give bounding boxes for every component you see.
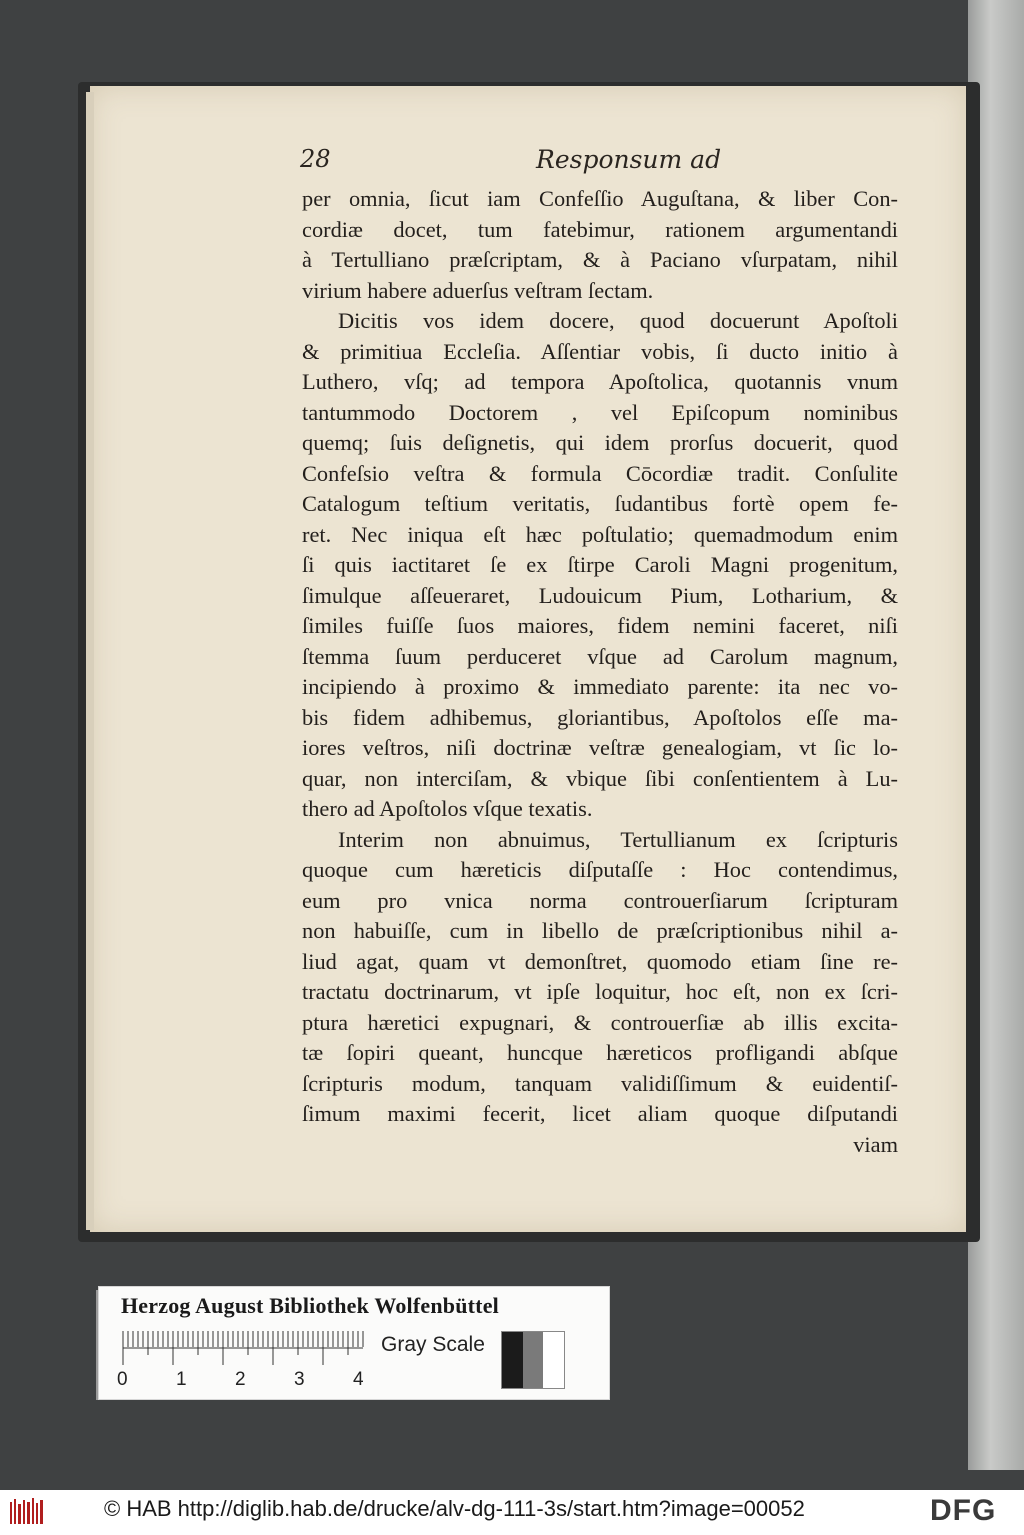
page-header [300, 145, 900, 185]
text-line: tractatu doctrinarum, vt ipſe loquitur, hoc eſt, non ex ſcri- [302, 979, 898, 1004]
text-line: non habuiſſe, cum in libello de præſcriptionibus nihil a- [302, 918, 898, 943]
footer-copyright-link[interactable]: © HAB http://diglib.hab.de/drucke/alv-dg-111-3s/start.htm?image=00052 [104, 1496, 805, 1521]
text-line: cordiæ docet, tum fatebimur, rationem argumentandi [302, 216, 898, 242]
text-line: Luthero, vſq; ad tempora Apoſtolica, quotannis vnum [302, 369, 898, 394]
page-body-text [302, 184, 898, 1160]
text-line: ret. Nec iniqua eſt hæc poſtulatio; quemadmodum enim [302, 521, 898, 547]
dfg-logo: DFG [930, 1494, 997, 1527]
gray-scale-swatch [501, 1331, 565, 1389]
ruler-number: 3 [294, 1369, 305, 1390]
text-line: ſimum maximi fecerit, licet aliam quoque diſputandi [302, 1101, 898, 1126]
ruler-ticks [121, 1331, 371, 1367]
text-line: & primitiua Eccleſia. Aſſentiar vobis, ſi ducto initio à [302, 338, 898, 364]
text-line: eum pro vnica norma controuerſiarum ſcripturam [302, 887, 898, 913]
text-line: thero ad Apoſtolos vſque texatis. [302, 796, 593, 821]
text-line: incipiendo à proximo & immediato parente: ita nec vo- [302, 674, 898, 699]
text-line: Confeſsio veſtra & formula Cōcordiæ tradit. Conſulite [302, 460, 898, 486]
gray-scale-label: Gray Scale [381, 1333, 485, 1356]
text-line: per omnia, ſicut iam Confeſſio Auguſtana, & liber Con- [302, 186, 898, 211]
text-line: tantummodo Doctorem , vel Epiſcopum nominibus [302, 399, 898, 425]
text-line: Catalogum teſtium veritatis, ſudantibus fortè opem fe- [302, 491, 898, 516]
text-line: ſtemma ſuum perduceret vſque ad Carolum magnum, [302, 643, 898, 669]
ruler-number: 2 [235, 1369, 246, 1390]
centimeter-ruler [121, 1331, 371, 1367]
ruler-number: 1 [176, 1369, 187, 1390]
library-label-card [98, 1286, 610, 1400]
text-line: liud agat, quam vt demonſtret, quomodo etiam ſine re- [302, 948, 898, 974]
page-number: 28 [300, 145, 331, 173]
text-line: quemq; ſuis deſignetis, qui idem prorſus docuerit, quod [302, 430, 898, 455]
text-line: tæ ſopiri queant, huncque hæreticos profligandi abſque [302, 1040, 898, 1065]
text-line: virium habere aduerſus veſtram ſectam. [302, 277, 654, 303]
text-line: à Tertulliano præſcriptam, & à Paciano vſurpatam, nihil [302, 247, 898, 272]
text-line: ſimulque aſſeueraret, Ludouicum Pium, Lotharium, & [302, 582, 898, 608]
text-line: quoque cum hæreticis diſputaſſe : Hoc contendimus, [302, 857, 898, 882]
hab-barcode-logo-icon [8, 1496, 48, 1528]
library-name: Herzog August Bibliothek Wolfenbüttel [121, 1293, 499, 1318]
text-line: ſimiles fuiſſe ſuos maiores, fidem nemini faceret, niſi [302, 613, 898, 638]
running-head: Responsum ad [536, 145, 722, 174]
text-line: Dicitis vos idem docere, quod docuerunt Apoſtoli [338, 308, 898, 333]
text-line: Interim non abnuimus, Tertullianum ex ſcripturis [338, 826, 898, 852]
text-line: bis fidem adhibemus, gloriantibus, Apoſtolos eſſe ma- [302, 704, 898, 730]
page-gutter [86, 92, 94, 1230]
text-line: ptura hæretici expugnari, & controuerſiæ ab illis excita- [302, 1009, 898, 1035]
ruler-scale-numbers [99, 1369, 399, 1393]
ruler-number: 4 [353, 1369, 364, 1390]
text-line: iores veſtros, niſi doctrinæ veſtræ genealogiam, vt ſic lo- [302, 735, 898, 760]
ruler-number: 0 [117, 1369, 128, 1390]
text-line: viam [853, 1131, 898, 1157]
text-line: quar, non interciſam, & vbique ſibi conſentientem à Lu- [302, 765, 898, 791]
text-line: ſi quis iactitaret ſe ex ſtirpe Caroli Magni progenitum, [302, 552, 898, 577]
text-line: ſcripturis modum, tanquam validiſſimum & euidentiſ- [302, 1070, 898, 1096]
